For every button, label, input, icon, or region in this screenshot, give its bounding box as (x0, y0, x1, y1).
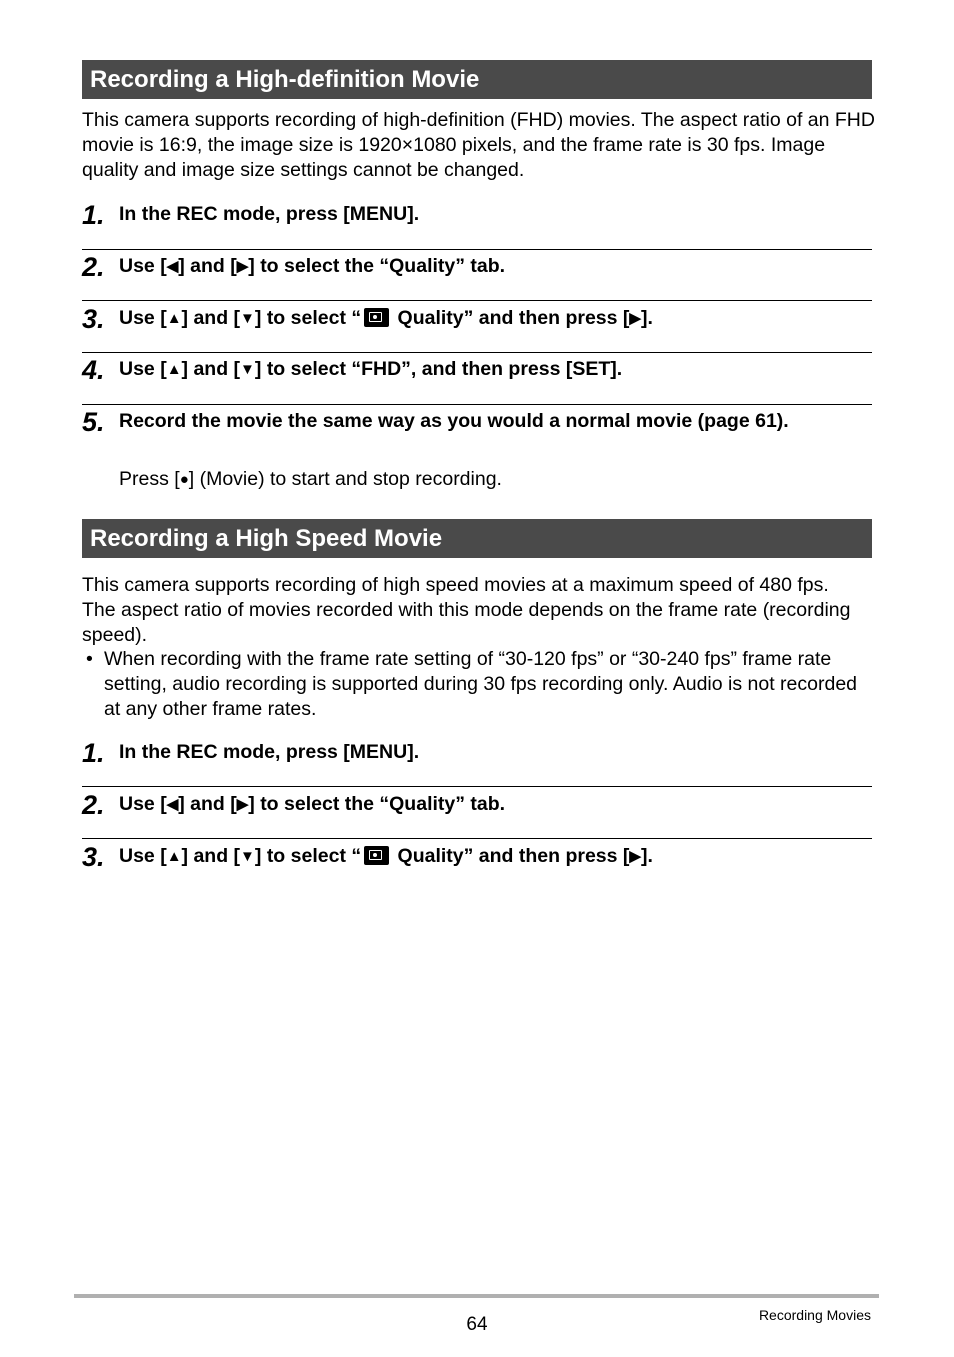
bullet-text: When recording with the frame rate setting of “30-120 fps” or “30-240 fps” frame rate setting, audio recording is supported during 30 fps recording only. Audio is not recorded at any other frame rates. (104, 648, 858, 720)
left-arrow-icon: ◀ (166, 258, 179, 275)
up-arrow-icon: ▲ (166, 361, 182, 378)
step-divider (82, 404, 872, 405)
down-arrow-icon: ▼ (240, 310, 255, 327)
movie-quality-icon (364, 846, 389, 865)
step-number: 2. (82, 790, 105, 820)
footer-rule (74, 1294, 879, 1298)
left-arrow-icon: ◀ (166, 796, 179, 813)
footer-chapter-title: Recording Movies (758, 1307, 871, 1323)
step-divider (82, 300, 872, 301)
right-arrow-icon: ▶ (236, 258, 249, 275)
section-header-hd-movie: Recording a High-definition Movie (82, 60, 872, 99)
up-arrow-icon: ▲ (166, 310, 182, 327)
right-arrow-icon: ▶ (236, 796, 249, 813)
step-number: 4. (82, 355, 105, 385)
step-text: Use [▲] and [▼] to select “ Quality” and then press [▶]. (119, 845, 653, 867)
step-divider (82, 352, 872, 353)
hd-intro-paragraph: This camera supports recording of high-definition (FHD) movies. The aspect ratio of an FHD movie is 16:9, the image size is 1920×1080 pixels, and the frame rate is 30 fps. Image quality and image size settings cannot be changed. (82, 109, 875, 181)
record-icon: ● (179, 471, 189, 488)
step-number: 1. (82, 738, 105, 768)
step-text: Use [▲] and [▼] to select “ Quality” and then press [▶]. (119, 307, 653, 329)
movie-quality-icon (364, 308, 389, 327)
step-number: 5. (82, 407, 105, 437)
step-number: 3. (82, 842, 105, 872)
right-arrow-icon: ▶ (629, 848, 641, 865)
step-text: In the REC mode, press [MENU]. (119, 203, 420, 225)
step-text: Use [◀] and [▶] to select the “Quality” tab. (119, 793, 506, 815)
step-number: 3. (82, 304, 105, 334)
step-divider (82, 838, 872, 839)
bullet-icon: • (86, 648, 93, 670)
step-text: Use [◀] and [▶] to select the “Quality” tab. (119, 255, 506, 277)
high-speed-intro-paragraph: This camera supports recording of high speed movies at a maximum speed of 480 fps. The aspect ratio of movies recorded with this mode depends on the frame rate (recording speed). (82, 574, 851, 646)
section-header-high-speed-movie: Recording a High Speed Movie (82, 519, 872, 558)
high-speed-bullet (82, 647, 877, 722)
step-number: 2. (82, 252, 105, 282)
step-text: In the REC mode, press [MENU]. (119, 741, 420, 763)
step-number: 1. (82, 200, 105, 230)
right-arrow-icon: ▶ (629, 310, 641, 327)
step-divider (82, 249, 872, 250)
step-subtext: Press [●] (Movie) to start and stop recording. (119, 468, 502, 490)
step-text: Record the movie the same way as you would a normal movie (page 61). (119, 410, 789, 432)
page-number: 64 (466, 1314, 488, 1335)
step-text: Use [▲] and [▼] to select “FHD”, and then press [SET]. (119, 358, 623, 380)
step-divider (82, 786, 872, 787)
down-arrow-icon: ▼ (240, 848, 255, 865)
down-arrow-icon: ▼ (240, 361, 255, 378)
up-arrow-icon: ▲ (166, 848, 182, 865)
